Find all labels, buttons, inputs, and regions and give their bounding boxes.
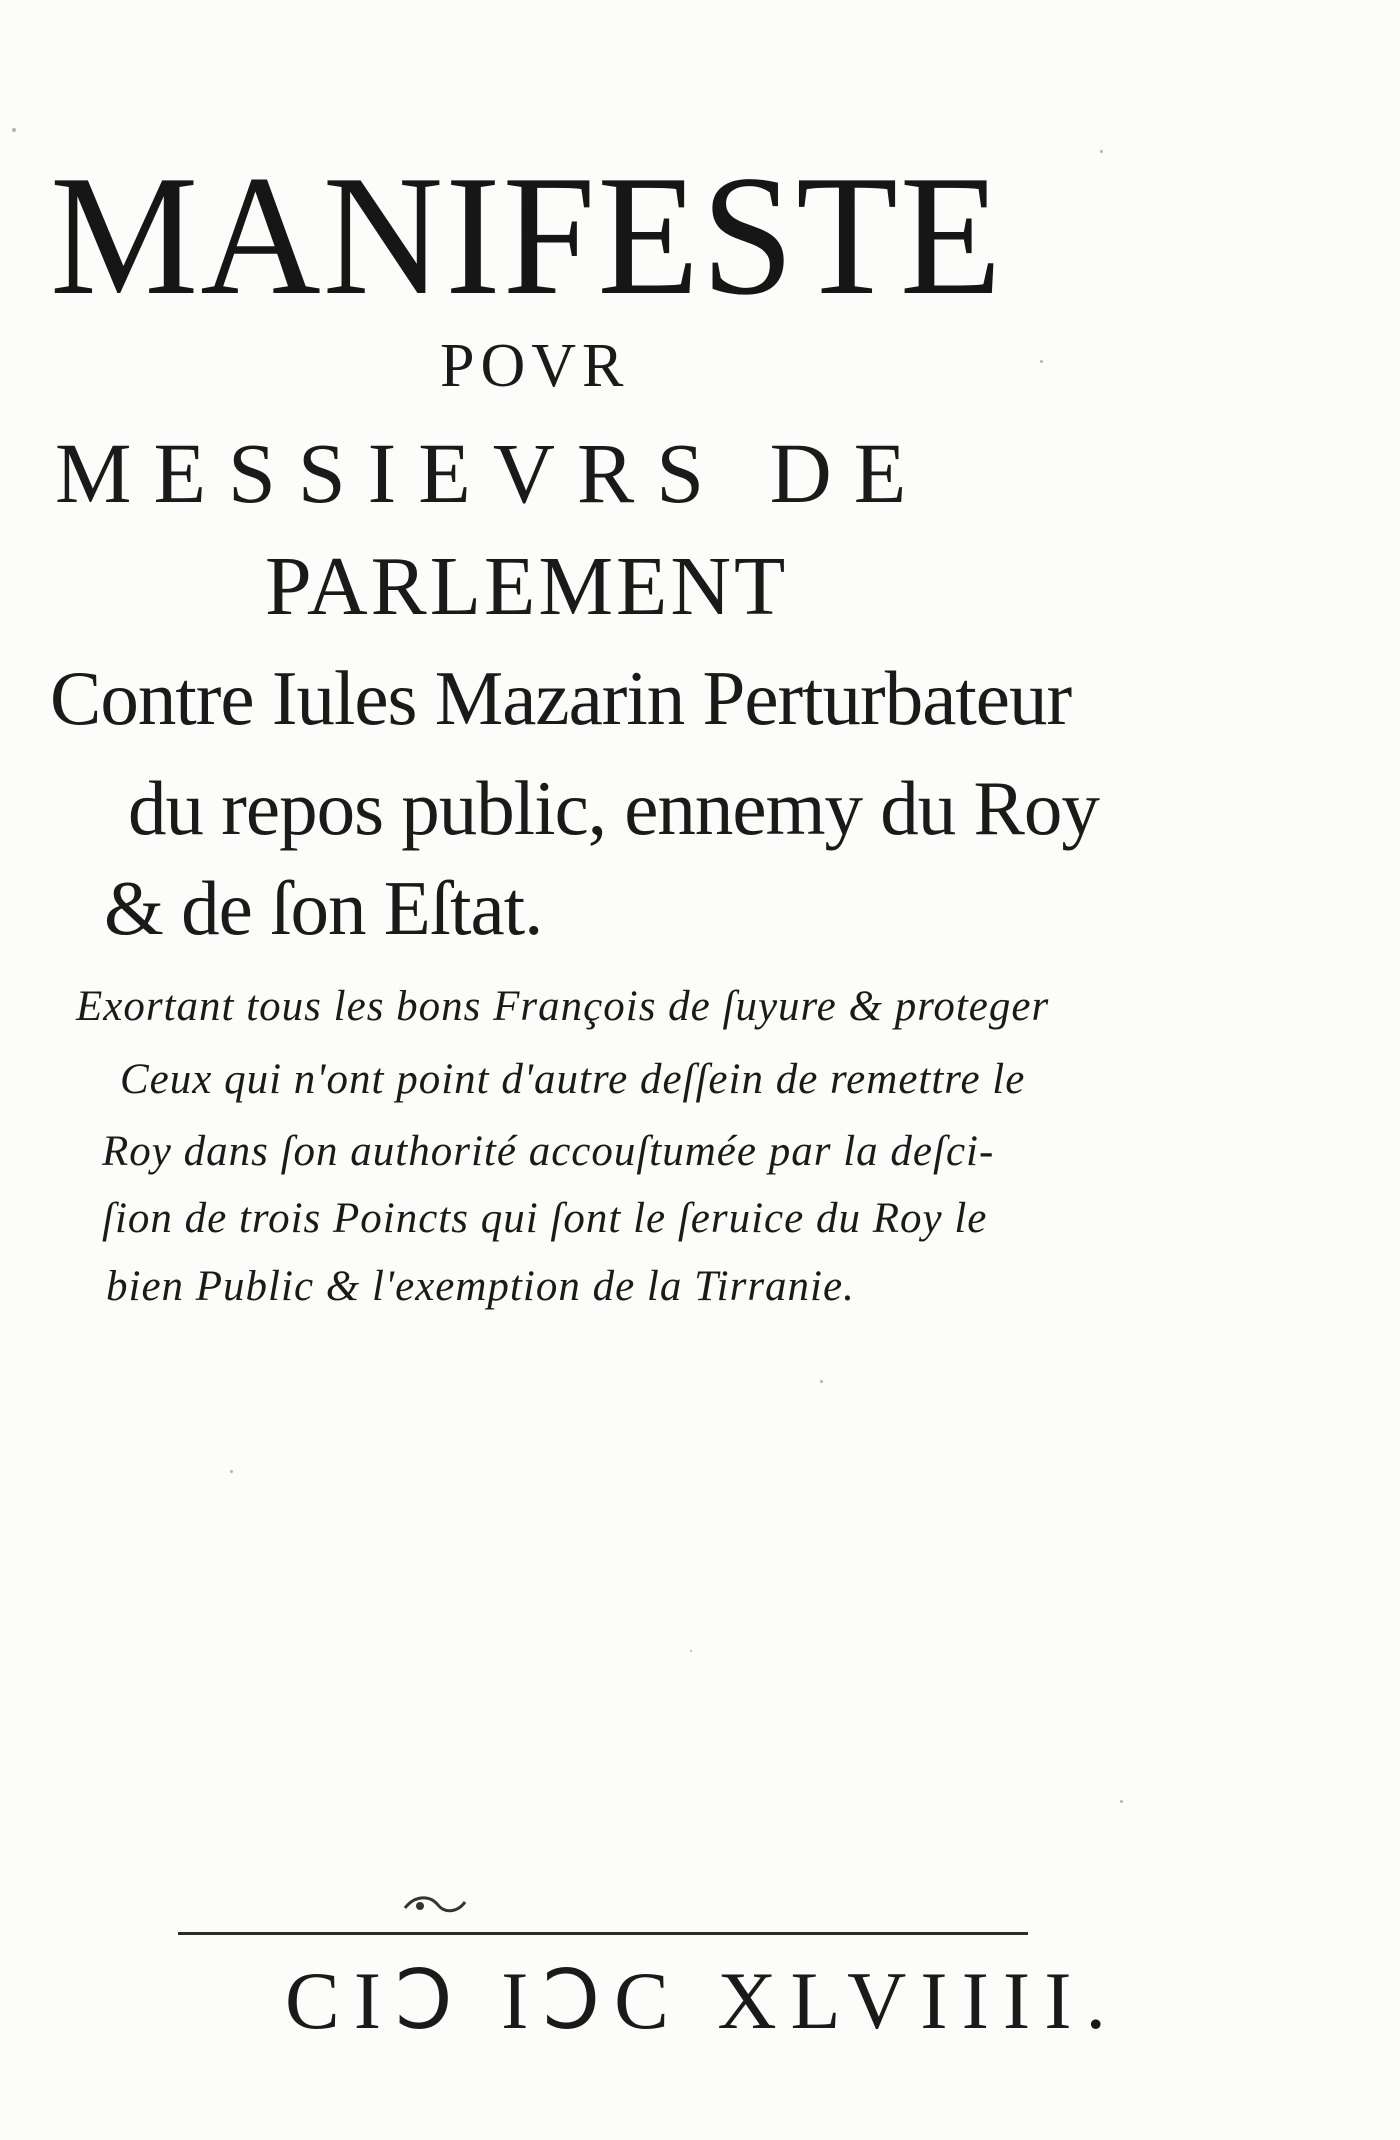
speck — [12, 128, 16, 132]
title-pour: POVR — [440, 332, 630, 400]
title-messieurs: MESSIEVRS DE — [55, 425, 929, 521]
italic-line-4: ſion de trois Poincts qui ſont le ſeruice du Roy le — [102, 1195, 988, 1242]
title-parlement: PARLEMENT — [265, 540, 789, 633]
publication-date: CIↃ IↃC XLVIIII. — [285, 1955, 1121, 2046]
italic-line-2: Ceux qui n'ont point d'autre deſſein de remettre le — [120, 1056, 1026, 1103]
divider-rule — [178, 1932, 1028, 1935]
italic-line-5: bien Public & l'exemption de la Tirranie. — [106, 1263, 855, 1310]
speck — [1120, 1800, 1123, 1803]
subtitle-line-2: du repos public, ennemy du Roy — [128, 765, 1099, 851]
speck — [1040, 360, 1043, 363]
speck — [690, 1650, 692, 1652]
fleuron-ornament-icon — [400, 1890, 470, 1920]
title: MANIFESTE — [50, 141, 1004, 331]
subtitle-line-3: & de ſon Eſtat. — [104, 865, 543, 951]
speck — [1100, 150, 1103, 153]
speck — [230, 1470, 233, 1473]
speck — [820, 1380, 823, 1383]
subtitle-line-1: Contre Iules Mazarin Perturbateur — [50, 655, 1072, 741]
italic-line-1: Exortant tous les bons François de ſuyure & proteger — [76, 983, 1050, 1030]
italic-line-3: Roy dans ſon authorité accouſtumée par la deſci- — [102, 1128, 995, 1175]
